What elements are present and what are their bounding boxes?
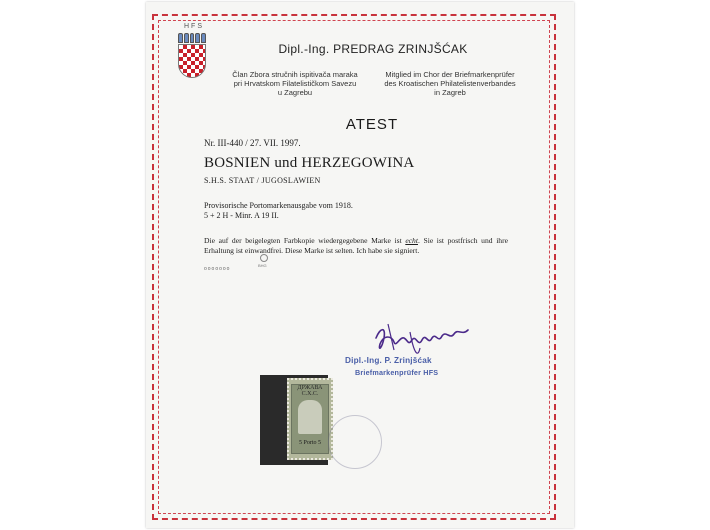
expert-mark-icon — [260, 254, 268, 262]
crown-icon — [178, 33, 206, 43]
stamp-value: 5 Porto 5 — [298, 440, 321, 446]
statement-emphasis: echt — [405, 236, 418, 245]
affiliation-line: des Kroatischen Philatelistenverbandes — [384, 79, 516, 88]
stamp-subtitle: S.H.S. STAAT / JUGOSLAWIEN — [204, 176, 321, 185]
stamp-country: BOSNIEN und HERZEGOWINA — [204, 155, 415, 171]
examiner-name: Dipl.-Ing. PREDRAG ZRINJŠĆAK — [278, 42, 468, 56]
affiliation-line: Mitglied im Chor der Briefmarkenprüfer — [385, 70, 515, 79]
expert-mark-label: BHG — [258, 263, 267, 268]
stamp-overprint: ДРЖАВА С.Х.С. — [297, 385, 323, 397]
round-postmark — [328, 415, 382, 469]
certificate-statement — [204, 236, 508, 255]
signature-stamp-name: Dipl.-Ing. P. Zrinjšćak — [345, 356, 432, 365]
affiliation-line: in Zagreb — [434, 88, 466, 97]
hfs-logo-text: HFS — [184, 23, 204, 30]
affiliation-line: pri Hrvatskom Filatelističkom Savezu — [233, 79, 357, 88]
stamp-figure — [298, 400, 322, 434]
affiliation-croatian — [220, 70, 370, 97]
croatian-shield-icon — [178, 44, 206, 78]
catalog-number: 5 + 2 H - Minr. A 19 II. — [204, 211, 279, 220]
affiliation-line: Član Zbora stručnih ispitivača maraka — [232, 70, 358, 79]
affiliation-german — [375, 70, 525, 97]
certificate-title: ATEST — [345, 116, 399, 133]
statement-part: . Sie ist postfrisch und ihre Erhaltung ist einwandfrei. Diese Marke ist selten. Ich habe sie signiert. — [204, 236, 508, 255]
stamp-issue: Provisorische Portomarkenausgabe vom 1918. — [204, 201, 353, 210]
certificate-number: Nr. III-440 / 27. VII. 1997. — [204, 138, 301, 148]
dot-row: ooooooo — [204, 266, 231, 272]
signature-stamp-title: Briefmarkenprüfer HFS — [355, 368, 439, 377]
affiliation-line: u Zagrebu — [277, 88, 313, 97]
statement-part: Die auf der beigelegten Farbkopie wiedergegebene Marke ist — [204, 236, 406, 245]
